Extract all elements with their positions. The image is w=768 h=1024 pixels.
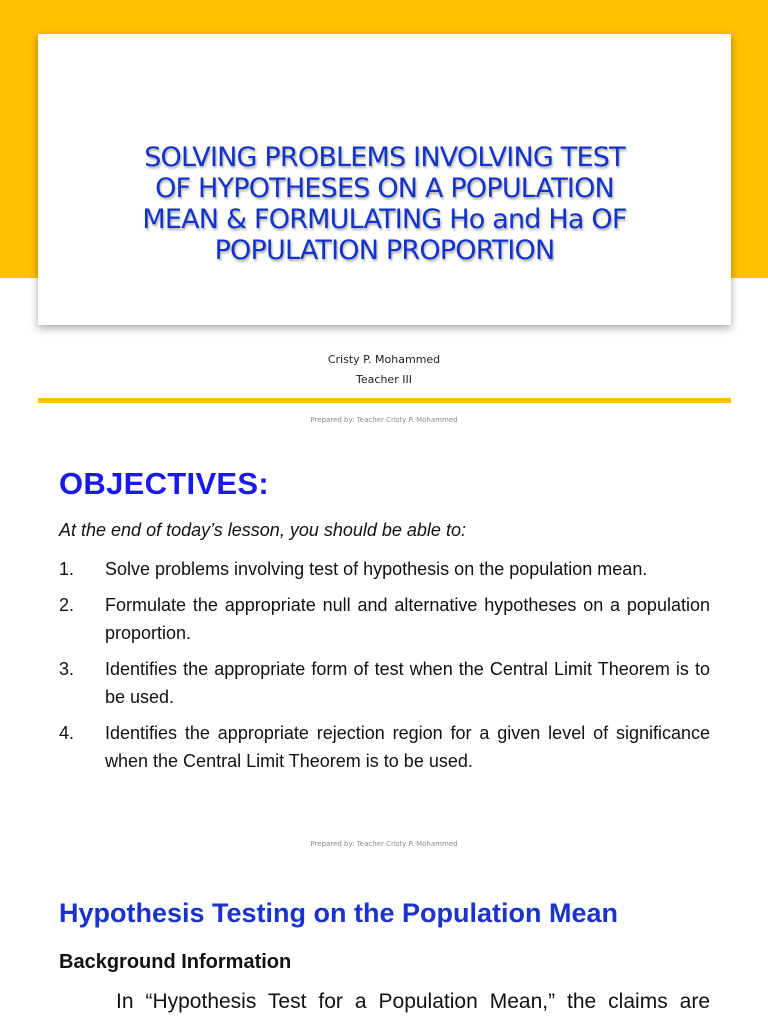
title-line: SOLVING PROBLEMS INVOLVING TEST (144, 142, 625, 173)
list-item-number: 2. (59, 595, 75, 615)
list-item-text: Formulate the appropriate null and alternative hypotheses on a population proportion. (105, 595, 710, 643)
gold-divider (38, 398, 731, 403)
title-line: POPULATION PROPORTION (214, 235, 555, 266)
objectives-list (59, 555, 710, 783)
slide-footer: Prepared by: Teacher Cristy P. Mohammed (310, 840, 458, 848)
author-role: Teacher III (356, 373, 412, 386)
list-item-number: 4. (59, 723, 75, 743)
list-item-text: Identifies the appropriate rejection region for a given level of significance when the Central Limit Theorem is to be used. (105, 723, 710, 771)
list-item-text: Solve problems involving test of hypothesis on the population mean. (105, 559, 648, 579)
body-paragraph: In “Hypothesis Test for a Population Mean,” the claims are (116, 990, 710, 1013)
slide-footer: Prepared by: Teacher Cristy P. Mohammed (310, 416, 458, 424)
title-slide (0, 0, 768, 440)
list-item-number: 1. (59, 559, 75, 579)
author-block (0, 350, 768, 390)
list-item (59, 591, 710, 647)
list-item (59, 719, 710, 775)
objectives-intro: At the end of today’s lesson, you should be able to: (59, 520, 466, 540)
title-line: MEAN & FORMULATING Ho and Ha OF (142, 204, 627, 235)
list-item (59, 555, 710, 583)
subsection-heading: Background Information (59, 951, 292, 973)
title-line: OF HYPOTHESES ON A POPULATION (155, 173, 614, 204)
objectives-heading: OBJECTIVES: (59, 466, 270, 501)
list-item-text: Identifies the appropriate form of test when the Central Limit Theorem is to be used. (105, 659, 710, 707)
list-item (59, 655, 710, 711)
list-item-number: 3. (59, 659, 75, 679)
slide-title (38, 142, 731, 266)
section-heading: Hypothesis Testing on the Population Mean (59, 898, 619, 928)
author-name: Cristy P. Mohammed (327, 353, 441, 366)
title-card (38, 34, 731, 325)
